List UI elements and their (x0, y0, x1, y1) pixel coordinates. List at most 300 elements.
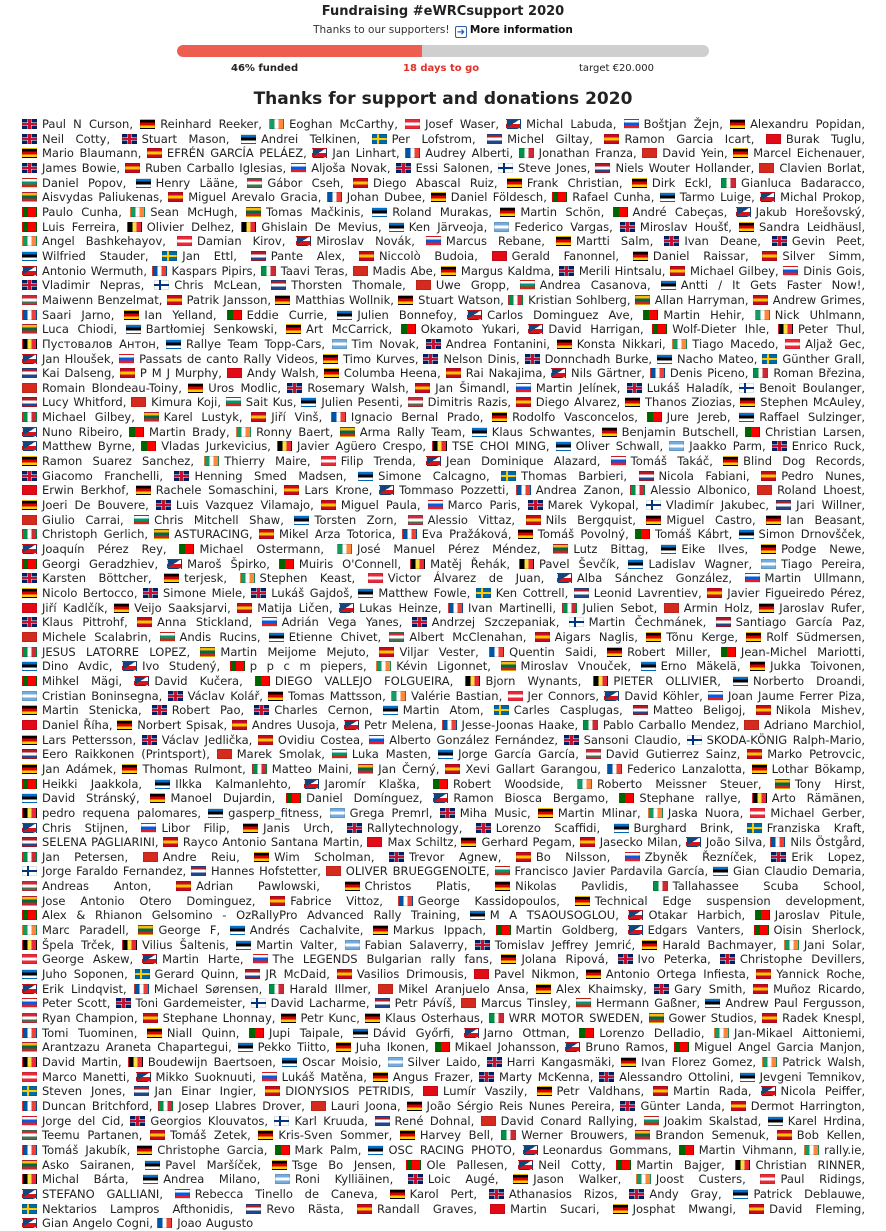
country-flag-icon (686, 837, 701, 847)
country-flag-icon (22, 647, 37, 657)
supporter-name: Eike Ilves (681, 542, 745, 557)
supporter-entry (583, 718, 736, 732)
country-flag-icon (759, 163, 774, 173)
supporter-name: Nikola Mishev (775, 703, 862, 718)
country-flag-icon (143, 852, 158, 862)
supporter-entry (22, 1114, 120, 1128)
country-flag-icon (661, 544, 676, 554)
country-flag-icon (269, 632, 284, 642)
supporter-name: Sandra Leidhäusl (759, 219, 862, 234)
supporter-name: Jesse-Joonas Haake (461, 717, 575, 732)
supporter-name: David Fleming (769, 1201, 862, 1216)
supporter-entry (22, 176, 123, 190)
country-flag-icon (217, 749, 232, 759)
supporter-entry (249, 1026, 340, 1040)
supporter-entry (255, 674, 450, 688)
country-flag-icon (251, 251, 266, 261)
country-flag-icon (660, 192, 675, 202)
country-flag-icon (122, 940, 137, 950)
supporter-entry (22, 777, 138, 791)
country-flag-icon (389, 632, 404, 642)
country-flag-icon (613, 207, 628, 217)
arrow-right-icon[interactable]: ➜ (456, 27, 466, 38)
supporter-name: Karol Pert (409, 1186, 474, 1201)
supporter-name: Armin Holz (683, 600, 750, 615)
country-flag-icon (253, 954, 268, 964)
supporter-name: Jolana Ripová (521, 952, 605, 967)
supporter-name: Christos Platis (364, 879, 467, 894)
supporter-entry (621, 1055, 752, 1069)
supporter-entry (438, 747, 575, 761)
supporter-name: Erno Mäkelä (660, 659, 737, 674)
supporter-entry (22, 220, 116, 234)
supporter-name: David Harrigan (548, 322, 640, 337)
supporter-name: Wim Scholman (274, 849, 371, 864)
supporter-name: Bruno Ramos (585, 1040, 665, 1055)
supporter-entry (556, 439, 660, 453)
supporter-entry (762, 1011, 861, 1025)
supporter-name: Pante Alex (270, 248, 342, 263)
country-flag-icon (137, 1145, 152, 1155)
country-flag-icon (624, 119, 639, 129)
country-flag-icon (405, 119, 420, 129)
supporter-name: Passats de canto Rally Videos (139, 351, 315, 366)
supporter-entry (646, 513, 752, 527)
supporter-entry (22, 337, 156, 351)
days-remaining-label: 18 days to go (403, 63, 480, 74)
supporter-name: Etienne Chivet (288, 629, 378, 644)
supporter-name: David Martin (42, 1055, 119, 1069)
supporter-entry (22, 835, 155, 849)
supporter-entry (174, 469, 343, 483)
country-flag-icon (389, 852, 404, 862)
country-flag-icon (22, 397, 37, 407)
supporter-entry (128, 1055, 272, 1069)
supporter-entry (772, 234, 861, 248)
supporter-name: Teemu Partanen (42, 1128, 139, 1143)
country-flag-icon (398, 896, 413, 906)
supporter-entry (628, 557, 748, 571)
supporter-name: Lauri Joona (330, 1098, 398, 1113)
supporter-entry (440, 806, 527, 820)
supporter-name: James Bowie (42, 160, 117, 175)
supporter-entry (644, 1114, 758, 1128)
supporter-entry (646, 498, 766, 512)
supporter-name: Gian Claudio Demaria (733, 864, 862, 879)
supporter-entry (372, 132, 472, 146)
supporter-entry (720, 952, 862, 966)
supporter-name: Rachele Somaschini (155, 483, 275, 498)
country-flag-icon (167, 559, 182, 569)
country-flag-icon (772, 236, 787, 246)
country-flag-icon (496, 925, 511, 935)
country-flag-icon (583, 720, 598, 730)
country-flag-icon (661, 280, 676, 290)
country-flag-icon (720, 954, 735, 964)
supporter-entry (22, 1202, 230, 1216)
supporter-entry (147, 1026, 236, 1040)
supporter-name: Jiří Vinš (271, 410, 319, 425)
country-flag-icon (358, 764, 373, 774)
supporter-name: Jan Ettl (182, 248, 234, 263)
country-flag-icon (528, 500, 543, 510)
supporter-name: Saari Jarno (42, 307, 111, 322)
supporter-name: Bob Kellen (796, 1128, 862, 1143)
country-flag-icon (557, 339, 572, 349)
supporter-name: Nacho Mateo (676, 351, 754, 366)
supporter-name: Lothar Bökamp (771, 761, 862, 776)
supporter-name: Marek Vykopal (547, 498, 636, 513)
country-flag-icon (621, 1057, 636, 1067)
supporter-name: Wilfried Stauder (42, 248, 145, 263)
supporter-entry (708, 689, 861, 703)
supporter-name: Henning Smed Madsen (194, 468, 344, 483)
supporter-name: Toni Gardemeister (135, 996, 242, 1011)
supporter-name: Martin Harte (162, 952, 240, 967)
supporter-entry (389, 630, 522, 644)
country-flag-icon (745, 573, 760, 583)
supporter-entry (162, 249, 233, 263)
supporter-name: Stuart Watson (418, 292, 501, 307)
country-flag-icon (733, 676, 748, 686)
supporter-name: Maiwenn Benzelmat (42, 292, 159, 307)
supporter-name: Giacomo Franchelli (42, 468, 160, 483)
country-flag-icon (358, 471, 373, 481)
supporter-entry (122, 659, 216, 673)
supporter-entry (136, 176, 235, 190)
supporter-entry (251, 410, 318, 424)
supporter-entry (134, 674, 239, 688)
supporter-entry (22, 1216, 149, 1230)
country-flag-icon (120, 368, 135, 378)
supporter-entry (131, 395, 217, 409)
country-flag-icon (246, 207, 261, 217)
supporter-entry (776, 498, 861, 512)
supporter-entry (423, 1084, 524, 1098)
country-flag-icon (402, 529, 417, 539)
country-flag-icon (144, 412, 159, 422)
country-flag-icon (22, 691, 37, 701)
supporter-name: David Gutierrez Sainz (605, 747, 737, 762)
supporter-name: David Stránský (42, 791, 136, 806)
supporter-entry (759, 601, 861, 615)
country-flag-icon (516, 852, 531, 862)
country-flag-icon (22, 808, 37, 818)
country-flag-icon (564, 735, 579, 745)
country-flag-icon (507, 178, 522, 188)
supporter-name: Oliver Schwall (575, 439, 660, 454)
supporter-entry (501, 952, 604, 966)
supporter-entry (122, 762, 242, 776)
supporter-entry (22, 293, 159, 307)
country-flag-icon (619, 793, 634, 803)
supporter-name: Leonardus Gommans (542, 1142, 668, 1157)
country-flag-icon (22, 779, 37, 789)
supporter-entry (628, 923, 741, 937)
supporter-entry (22, 161, 116, 175)
country-flag-icon (633, 251, 648, 261)
country-flag-icon (804, 1145, 819, 1155)
supporter-entry (22, 425, 119, 439)
supporter-name: Zbyněk Řezníček (644, 849, 754, 864)
country-flag-icon (618, 954, 633, 964)
country-flag-icon (353, 178, 368, 188)
supporter-name: Viljar Vester (399, 644, 476, 659)
supporter-name: Muiris O'Connell (298, 556, 398, 571)
country-flag-icon (426, 236, 441, 246)
supporter-entry (367, 835, 453, 849)
supporter-entry (22, 308, 111, 322)
supporter-entry (251, 996, 366, 1010)
supporter-entry (375, 1114, 471, 1128)
supporter-name: Martin Čechmánek (588, 615, 703, 630)
supporter-entry (557, 337, 662, 351)
country-flag-icon (255, 676, 270, 686)
country-flag-icon (134, 1086, 149, 1096)
supporter-name: Marcus Tinsley (480, 996, 568, 1011)
supporter-entry (595, 161, 750, 175)
supporter-entry (375, 996, 452, 1010)
supporter-entry (311, 1099, 397, 1113)
supporter-name: Joaquín Pérez Rey (42, 542, 163, 557)
supporter-entry (775, 777, 862, 791)
supporter-entry (136, 483, 274, 497)
country-flag-icon (461, 998, 476, 1008)
supporter-entry (495, 864, 705, 878)
country-flag-icon (160, 632, 175, 642)
supporter-name: André Cabeças (632, 204, 724, 219)
supporter-name: Martin Brady (149, 424, 226, 439)
supporter-entry (749, 1202, 861, 1216)
country-flag-icon (489, 1189, 504, 1199)
country-flag-icon (752, 793, 767, 803)
country-flag-icon (580, 837, 595, 847)
country-flag-icon (168, 192, 183, 202)
country-flag-icon (357, 1204, 372, 1214)
supporter-entry (489, 645, 593, 659)
country-flag-icon (152, 705, 167, 715)
supporter-entry (733, 1187, 861, 1201)
supporter-name: Alessio Vittaz (427, 512, 512, 527)
supporter-entry (750, 659, 861, 673)
country-flag-icon (752, 764, 767, 774)
country-flag-icon (373, 925, 388, 935)
funding-progress-labels (177, 57, 709, 79)
supporter-name: Martin Schön (520, 204, 601, 219)
supporter-entry (296, 234, 411, 248)
supporter-name: Ghislain De Mevius (261, 219, 378, 234)
supporter-entry (22, 615, 124, 629)
supporter-entry (22, 821, 124, 835)
supporter-name: Michael Gilbey (42, 410, 132, 425)
supporter-entry (156, 498, 310, 512)
supporter-entry (22, 410, 131, 424)
supporter-entry (270, 894, 379, 908)
supporter-entry (768, 1114, 862, 1128)
country-flag-icon (324, 368, 339, 378)
supporter-name: Andre Reiu (162, 849, 237, 864)
supporter-entry (230, 659, 363, 673)
supporter-entry (744, 718, 861, 732)
supporter-name: Ivan Martinelli (467, 600, 553, 615)
supporter-name: Karel Lustyk (163, 410, 239, 425)
country-flag-icon (137, 617, 152, 627)
supporter-entry (407, 1099, 611, 1113)
supporter-name: Miha Music (459, 805, 528, 820)
country-flag-icon (269, 119, 284, 129)
country-flag-icon (127, 222, 142, 232)
supporter-entry (141, 439, 267, 453)
supporter-name: Johan Dubee (346, 190, 422, 205)
supporter-entry (176, 879, 316, 893)
supporter-entry (258, 733, 360, 747)
country-flag-icon (238, 1042, 253, 1052)
country-flag-icon (246, 1204, 261, 1214)
country-flag-icon (750, 661, 765, 671)
supporter-entry (272, 1158, 392, 1172)
supporter-entry (259, 527, 392, 541)
country-flag-icon (465, 676, 480, 686)
supporter-entry (513, 1172, 617, 1186)
country-flag-icon (200, 647, 215, 657)
country-flag-icon (783, 266, 798, 276)
supporter-name: Martin Vihmann (698, 1142, 794, 1157)
country-flag-icon (408, 515, 423, 525)
supporter-name: Pablo Carballo Mendez (602, 717, 736, 732)
country-flag-icon (304, 779, 319, 789)
supporter-entry (22, 469, 159, 483)
supporter-name: Nuno Ribeiro (42, 424, 119, 439)
supporter-name: Пустовалов Антон (42, 336, 156, 351)
supporter-entry (22, 659, 109, 673)
country-flag-icon (408, 397, 423, 407)
supporter-name: Tomáš Povolný (537, 527, 626, 542)
supporter-entry (22, 381, 178, 395)
country-flag-icon (134, 984, 149, 994)
supporter-name: Martin Meijome Mejuto (220, 644, 366, 659)
more-information-link[interactable]: More information (469, 24, 573, 36)
supporter-name: Athanasios Rizos (508, 1186, 614, 1201)
supporter-entry (552, 190, 650, 204)
supporter-name: Tomáš Kábrt (655, 527, 729, 542)
supporter-name: Niccolò Budoia (378, 248, 475, 263)
country-flag-icon (520, 280, 535, 290)
country-flag-icon (687, 735, 702, 745)
country-flag-icon (398, 295, 413, 305)
supporter-name: Mario Blaumann (42, 146, 138, 161)
country-flag-icon (642, 940, 657, 950)
supporter-name: Gevin Peet (791, 234, 862, 249)
supporter-name: Nikolas Pavlidis (515, 879, 625, 894)
supporter-name: Quentin Saidi (509, 644, 594, 659)
supporter-name: Jan Hloušek (42, 351, 111, 366)
supporter-entry (739, 381, 861, 395)
country-flag-icon (431, 192, 446, 202)
country-flag-icon (261, 266, 276, 276)
supporter-name: Miguel Arevalo Gracia (188, 190, 318, 205)
supporter-entry (251, 249, 342, 263)
supporter-entry (525, 352, 649, 366)
supporter-entry (22, 571, 148, 585)
supporter-name: Pekko Tiitto (257, 1040, 327, 1055)
country-flag-icon (296, 236, 311, 246)
supporter-name: Matija Ličen (257, 600, 329, 615)
supporter-entry (526, 513, 633, 527)
country-flag-icon (22, 1174, 37, 1184)
country-flag-icon (388, 1057, 403, 1067)
supporter-entry (398, 293, 500, 307)
country-flag-icon (22, 1042, 37, 1052)
supporter-entry (22, 557, 154, 571)
supporter-entry (518, 1158, 602, 1172)
supporter-entry (446, 366, 543, 380)
country-flag-icon (759, 603, 774, 613)
supporter-name: Thorsten Thomale (291, 278, 403, 293)
country-flag-icon (625, 852, 640, 862)
supporter-entry (22, 395, 123, 409)
supporter-entry (164, 571, 223, 585)
supporter-name: Tomáš Takáč (630, 454, 710, 469)
supporter-name: Steve Jones (518, 160, 587, 175)
supporter-name: Günter Landa (640, 1098, 722, 1113)
supporter-name: Art McCarrick (306, 322, 389, 337)
supporter-name: Josef Waser (425, 117, 496, 131)
supporter-entry (461, 996, 567, 1010)
supporter-name: Angus Frazer (392, 1069, 470, 1084)
country-flag-icon (412, 617, 427, 627)
country-flag-icon (593, 676, 608, 686)
supporters-list: Paul N Curson, Reinhard Reeker, Eoghan McCarthy, Josef Waser, Michal Labuda, Boštjan Žejn, Alexandru Popidan, Neil Cotty, Stuart Mason, Andrei Telkinen, Per Lofstrom, Michel Giltay, Ramon Garcia Icart, Burak Tuglu, Mario Blaumann, EFRÉN GARCÍA PELÁEZ, Jan Linhart, Audrey Alberti, Jonathan Franza, David Yein, Marcel Eichenauer, James Bowie, Ruben Carballo Iglesias, Aljoša Novak, Essi Salonen, Steve Jones, Niels Wouter Hollander, Clavien Borlat, Daniel Popov, Henry Lääne, Gábor Cseh, Diego Abascal Ruiz, Frank Christian, Dirk Eckl, Gianluca Badaracco, Aisvydas Paliukenas, Miguel Arevalo Gracia, Johan Dubee, Daniel Földesch, Rafael Cunha, Tarmo Luige, Michal Prokop, Paulo Cunha, Sean McHugh, Tomas Mačkinis, Roland Murakas, Martin Schön, André Cabeças, Jakub Horešovský, Luis Ferreira, Olivier Delhez, Ghislain De Mevius, Ken Järveoja, Federico Vargas, Miroslav Houšť, Sandra Leidhäusl, Angel Bashkehayov, Damian Kirov, Miroslav Novák, Marcus Rebane, Martti Salm, Ivan Deane, Gevin Peet, Wilfried Stauder, Jan Ettl, Pante Alex, Niccolò Budoia, Gerald Fanonnel, Daniel Raissar, Silver Simm, Antonio Wermuth, Kaspars Pipirs, Taavi Teras, Madis Abe, Margus Kaldma, Merili Hintsalu, Michael Gilbey, Dinis Gois, Vladimir Nepras, Chris McLean, Thorsten Thomale, Uwe Gropp, Andrea Casanova, Antti / It Gets Faster Now!, Maiwenn Benzelmat, Patrik Jansson, Matthias Wollnik, Stuart Watson, Kristian Sohlberg, Allan Harryman, Andrew Grimes, Saari Jarno, Ian Yelland, Eddie Currie, Julien Bonnefoy, Carlos Dominguez Ave, Martin Hehir, Nick Uhlmann, Luca Chiodi, Bartłomiej Senkowski, Art McCarrick, Okamoto Yukari, David Harrigan, Wolf-Dieter Ihle, Peter Thul, Пустовалов Антон, Rallye Team Topp-Cars, Tim Novak, Andrea Fontanini, Konsta Nikkari, Tiago Macedo, Aljaž Gec, Jan Hloušek, Passats de canto Rally Videos, Timo Kurves, Nelson Dinis, Donnchadh Burke, Nacho Mateo, Günther Grall, Kai Dalseng, P M J Murphy, Andy Walsh, Columba Heena, Rai Nakajima, Nils Gärtner, Denis Piceno, Roman Březina, Romain Blondeau-Toiny, Uros Modlic, Rosemary Walsh, Jan Šimandl, Martin Jelínek, Lukáš Haladík, Benoit Boulanger, Lucy Whitford, Kimura Koji, Sait Kus, Julien Pesenti, Dimitris Razis, Diego Alvarez, Thanos Ziozias, Stephen McAuley, Michael Gilbey, Karel Lustyk, Jiří Vinš, Ignacio Bernal Prado, Rodolfo Vasconcelos, Jure Jereb, Raffael Sulzinger, Nuno Ribeiro, Martin Brady, Ronny Baert, Arma Rally Team, Klaus Schwantes, Benjamin Butschell, Christian Larsen, Matthew Byrne, Vladas Jurkevicius, Javier Agüero Crespo, TSE CHOI MING, Oliver Schwall, Jaakko Parm, Enrico Ruck, Ramon Suarez Sanchez, Thierry Maire, Filip Trenda, Jean Dominique Alazard, Tomáš Takáč, Blind Dog Records, Giacomo Franchelli, Henning Smed Madsen, Simone Calcagno, Thomas Barbieri, Nicola Fabiani, Pedro Nunes, Erwin Berkhof, Rachele Somaschini, Lars Krone, Tommaso Pozzetti, Andrea Zanon, Alessio Albonico, Roland Lhoest, Joeri De Bouvere, Luis Vazquez Vilamajo, Miguel Paula, Marco Paris, Marek Vykopal, Vladimír Jakubec, Jari Willner, Giulio Carrai, Chris Mitchell Shaw, Torsten Zorn, Alessio Vittaz, Nils Bergquist, Miguel Castro, Ian Beasant, Christoph Gerlich, ASTURACING, Mikel Arza Totorica, Eva Pražáková, Tomáš Povolný, Tomáš Kábrt, Simon Drnovšček, Joaquín Pérez Rey, Michael Ostermann, José Manuel Pérez Méndez, Lutz Bittag, Eike Ilves, Podge Newe, Georgi Geradzhiev, Maroš Špirko, Muiris O'Connell, Matěj Řehák, Pavel Ševčík, Ladislav Wagner, Tiago Pereira, Karsten Böttcher, terjesk, Stephen Keast, Victor Álvarez de Juan, Alba Sánchez González, Martin Ullmann, Nicolo Bertocco, Simone Miele, Lukáš Gajdoš, Matthew Fowle, Ken Cottrell, Leonid Lavrentiev, Javier Figueiredo Pérez, Jiří Kadlčík, Veijo Saaksjarvi, Matija Ličen, Lukas Heinze, Ivan Martinelli, Julien Sebot, Armin Holz, Jaroslav Rufer, Klaus Pittrohf, Anna Stickland, Adrián Vega Yanes, Andrzej Szczepaniak, Martin Čechmánek, Santiago García Paz, Michele Scalabrin, Andis Rucins, Etienne Chivet, Albert McClenahan, Aigars Naglis, Tõnu Kerge, Rolf Südmersen, JESUS LATORRE LOPEZ, Martin Meijome Mejuto, Viljar Vester, Quentin Saidi, Robert Miller, Jean-Michel Mariotti, Dino Avdic, Ivo Studený, p p c m piepers, Kévin Ligonnet, Miroslav Vnouček, Erno Mäkelä, Jukka Toivonen, Mihkel Mägi, David Kučera, DIEGO VALLEJO FOLGUEIRA, Bjorn Wynants, PIETER OLLIVIER, Norberto Droandi, Cristian Boninsegna, Václav Kolář, Tomas Mattsson, Valérie Bastian, Jer Connors, David Köhler, Joan Jaume Ferrer Piza, Martin Stenicka, Robert Pao, Charles Cernon, Martin Atom, Carles Casplugas, Matteo Beligoj, Nikola Mishev, Daniel Říha, Norbert Spisak, Andres Uusoja, Petr Melena, Jesse-Joonas Haake, Pablo Carballo Mendez, Adriano Marchiol, Lars Pettersson, Václav Jedlička, Ovidiu Costea, Alberto González Fernández, Sansoni Claudio, SKODA-KÖNIG Ralph-Mario, Eero Raikkonen (Printsport), Marek Smolak, Luka Masten, Jorge García García, David Gutierrez Sainz, Marko Petrovcic, Jan Adámek, Thomas Rulmont, Matteo Maini, Jan Černý, Xevi Gallart Garangou, Federico Lanzalotta, Lothar Bökamp, Heikki Jaakkola, Ilkka Kalmanlehto, Jaromír Klaška, Robert Woodside, Roberto Meissner Steuer, Tony Hirst, David Stránský, Manoel Dujardin, Daniel Domínguez, Ramon Biosca Bergamo, Stephane rallye, Arto Rämänen, pedro requena palomares, gasperp_fitness, Grega Premrl, Miha Music, Martin Mlinar, Jaska Nuora, Michael Gerber, Chris Stijnen, Libor Filip, Janis Urch, Rallytechnology, Lorenzo Scaffidi, Burghard Brink, Franziska Kraft, SELENA PAGLIARINI, Rayco Antonio Santana Martin, Max Schiltz, Gerhard Pegam, Jasecko Milan, João Silva, Nils Östgård, Jan Petersen, Andre Reiu, Wim Scholman, Trevor Agnew, Bo Nilsson, Zbyněk Řezníček, Erik Lopez, Jorge Faraldo Fernandez, Hannes Hofstetter, OLIVER BRUEGGENOLTE, Francisco Javier Pardavila García, Gian Claudio Demaria, Andreas Anton, Adrian Pawlowski, Christos Platis, Nikolas Pavlidis, Tallahassee Scuba School, Jose Antonio Otero Dominguez, Fabrice Vittoz, George Kassidopoulos, Technical Edge suspension development, Alex & Rhianon Gelsomino - OzRallyPro Advanced Rally Training, M A TSAOUSOGLOU, Otakar Harbich, Jaroslav Pitule, Marc Paradell, George F, Andrés Cachalvite, Markus Ippach, Martin Goldberg, Edgars Vanters, Oisin Sherlock, Špela Trček, Vilius Šaltenis, Martin Valter, Fabian Salaverry, Tomislav Jeffrey Jemrić, Harald Bachmayer, Jani Solar, George Askew, Martin Harte, The LEGENDS Bulgarian rally fans, Jolana Ripová, Ivo Peterka, Christophe Devillers, Juho Soponen, Gerard Quinn, JR McDaid, Vasilios Drimousis, Pavel Nikmon, Antonio Ortega Infiesta, Yannick Roche, Erik Lindqvist, Michael Sørensen, Harald Illmer, Mikel Aranjuelo Ansa, Alex Khaimsky, Gary Smith, Muñoz Ricardo, Peter Scott, Toni Gardemeister, David Lacharme, Petr Pávíš, Marcus Tinsley, Hermann Gaßner, Andrew Paul Fergusson, Ryan Champion, Stephane Lhonnay, Petr Kunc, Klaus Osterhaus, WRR MOTOR SWEDEN, Gower Studios, Radek Knespl, Tomi Tuominen, Niall Quinn, Jupi Taipale, Dávid Győrfi, Jarno Ottman, Lorenzo Delladio, Jan-Mikael Aittoniemi, Arantzazu Araneta Chapartegui, Pekko Tiitto, Juha Ikonen, Mikael Johansson, Bruno Ramos, Miguel Angel Garcia Manjon, David Martin, Boudewijn Baertsoen, Oscar Moisio, Silver Laido, Harri Kangasmäki, Ivan Florez Gomez, Patrick Walsh, Marco Manetti, Mikko Suoknuuti, Lukáš Matěna, Angus Frazer, Marty McKenna, Alessandro Ottolini, Jevgeni Temnikov, Steven Jones, Jan Einar Ingier, DIONYSIOS PETRIDIS, Lumír Vaszily, Petr Valdhans, Martin Rada, Nicola Peiffer, Duncan Britchford, Josep Llabres Drover, Lauri Joona, João Sérgio Reis Nunes Pereira, Günter Landa, Dermot Harrington, Jorge del Cid, Georgios Klouvatos, Karl Kruuda, René Dohnal, David Conard Rallying, Joakim Skalstad, Karel Hrdina, Teemu Partanen, Tomáš Zetek, Kris-Sven Sommer, Harvey Bell, Werner Brouwers, Brandon Semenuk, Bob Kellen, Tomáš Jakubík, Christophe Garcia, Mark Palm, OSC RACING PHOTO, Leonardus Gommans, Martin Vihmann, rally.ie, Asko Sairanen, Pavel Maršíček, Tsge Bo Jensen, Ole Pallesen, Neil Cotty, Martin Bajger, Christian RINNER, Michal Bárta, Andrea Milano, Roni Kylliäinen, Loic Augé, Jason Walker, Joost Custers, Paul Ridings, STEFANO GALLIANI, Rebecca Tinello de Caneva, Karol Pert, Athanasios Rizos, Andy Gray, Patrick Deblauwe, Nektarios Lampros Afthonidis, Revo Rästa, Randall Graves, Martin Sucari, Josphat Mwangi, David Fleming, Gian Angelo Cogni, Joao Augusto (22, 117, 865, 1231)
supporter-entry (723, 454, 861, 468)
country-flag-icon (613, 1204, 628, 1214)
supporter-entry (494, 703, 619, 717)
supporter-name: Bo Nilsson (535, 849, 607, 864)
supporter-entry (22, 1070, 126, 1084)
country-flag-icon (753, 295, 768, 305)
supporter-name: Martti Salm (575, 234, 650, 249)
supporter-name: Ovidiu Costea (277, 732, 360, 747)
supporter-name: Aisvydas Paliukenas (42, 190, 160, 205)
supporter-entry (134, 1084, 252, 1098)
supporter-name: Vladas Jurkevicius (161, 439, 268, 454)
country-flag-icon (516, 383, 531, 393)
supporter-entry (632, 176, 708, 190)
supporter-name: Tomislav Jeffrey Jemrić (494, 937, 632, 952)
supporter-entry (516, 483, 620, 497)
country-flag-icon (713, 866, 728, 876)
country-flag-icon (739, 412, 754, 422)
supporter-name: Adrian Pawlowski (196, 879, 317, 894)
country-flag-icon (22, 852, 37, 862)
supporter-entry (754, 923, 862, 937)
country-flag-icon (770, 837, 785, 847)
country-flag-icon (733, 1189, 748, 1199)
supporter-entry (535, 630, 635, 644)
supporter-entry (232, 718, 336, 732)
supporter-name: Špela Trček (42, 937, 112, 952)
supporter-entry (643, 308, 741, 322)
supporter-name: Margus Kaldma (460, 263, 551, 278)
country-flag-icon (506, 119, 521, 129)
supporter-entry (402, 527, 508, 541)
country-flag-icon (22, 529, 37, 539)
funding-progress-bar (177, 45, 709, 57)
country-flag-icon (258, 1130, 273, 1140)
supporter-name: Randall Graves (376, 1201, 474, 1216)
supporter-name: Roberto Meissner Steuer (596, 776, 758, 791)
supporter-name: Mikael Johansson (454, 1040, 556, 1055)
supporter-entry (674, 1040, 861, 1054)
